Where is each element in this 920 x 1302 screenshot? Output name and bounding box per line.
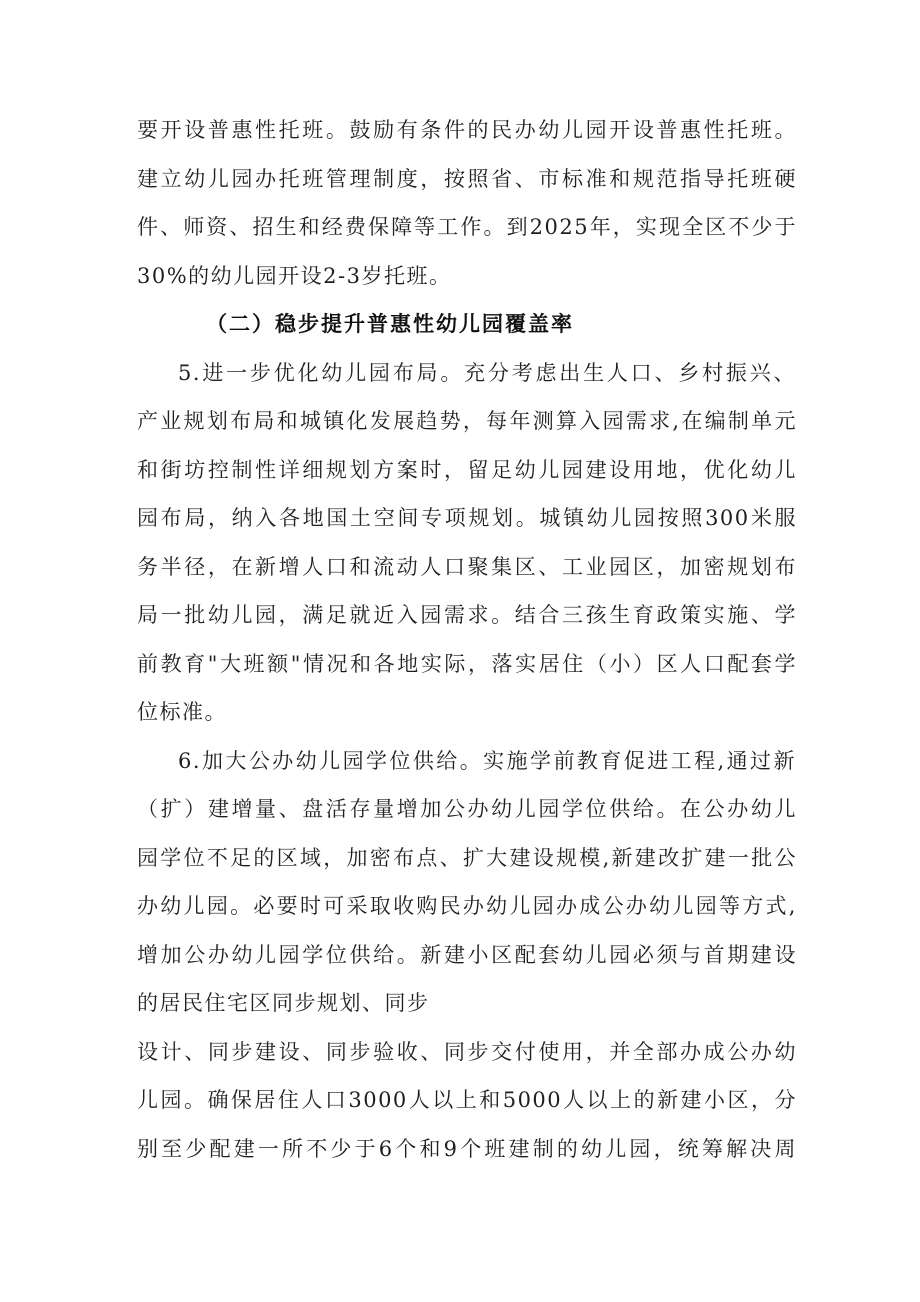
text-line: 园布局，纳入各地国土空间专项规划。城镇幼儿园按照300米服	[137, 506, 797, 530]
text-line: 产业规划布局和城镇化发展趋势，每年测算入园需求,在编制单元	[137, 409, 797, 433]
paragraph-first-line: 5.进一步优化幼儿园布局。充分考虑出生人口、乡村振兴、	[178, 361, 796, 385]
text-line: （扩）建增量、盘活存量增加公办幼儿园学位供给。在公办幼儿	[137, 797, 797, 821]
text-line: 儿园。确保居住人口3000人以上和5000人以上的新建小区，分	[137, 1088, 797, 1112]
text-line: 位标准。	[137, 700, 227, 724]
text-line: 设计、同步建设、同步验收、同步交付使用，并全部办成公办幼	[137, 1040, 797, 1064]
text-line: 局一批幼儿园，满足就近入园需求。结合三孩生育政策实施、学	[137, 603, 797, 627]
text-line: 增加公办幼儿园学位供给。新建小区配套幼儿园必须与首期建设	[137, 943, 797, 967]
text-line: 件、师资、招生和经费保障等工作。到2025年，实现全区不少于	[137, 215, 797, 239]
text-line: 和街坊控制性详细规划方案时，留足幼儿园建设用地，优化幼儿	[137, 458, 797, 482]
text-line: 园学位不足的区域，加密布点、扩大建设规模,新建改扩建一批公	[137, 846, 797, 870]
section-heading: （二）稳步提升普惠性幼儿园覆盖率	[206, 312, 574, 336]
text-line: 别至少配建一所不少于6个和9个班建制的幼儿园，统筹解决周	[137, 1137, 797, 1161]
text-line: 的居民住宅区同步规划、同步	[137, 991, 430, 1015]
text-line: 务半径，在新增人口和流动人口聚集区、工业园区，加密规划布	[137, 555, 797, 579]
text-line: 前教育"大班额"情况和各地实际，落实居住（小）区人口配套学	[137, 652, 797, 676]
text-line: 建立幼儿园办托班管理制度，按照省、市标准和规范指导托班硬	[137, 167, 797, 191]
text-line: 办幼儿园。必要时可采取收购民办幼儿园办成公办幼儿园等方式,	[137, 894, 797, 918]
text-line: 要开设普惠性托班。鼓励有条件的民办幼儿园开设普惠性托班。	[137, 118, 797, 142]
paragraph-first-line: 6.加大公办幼儿园学位供给。实施学前教育促进工程,通过新	[178, 749, 796, 773]
text-line: 30%的幼儿园开设2-3岁托班。	[137, 264, 452, 288]
